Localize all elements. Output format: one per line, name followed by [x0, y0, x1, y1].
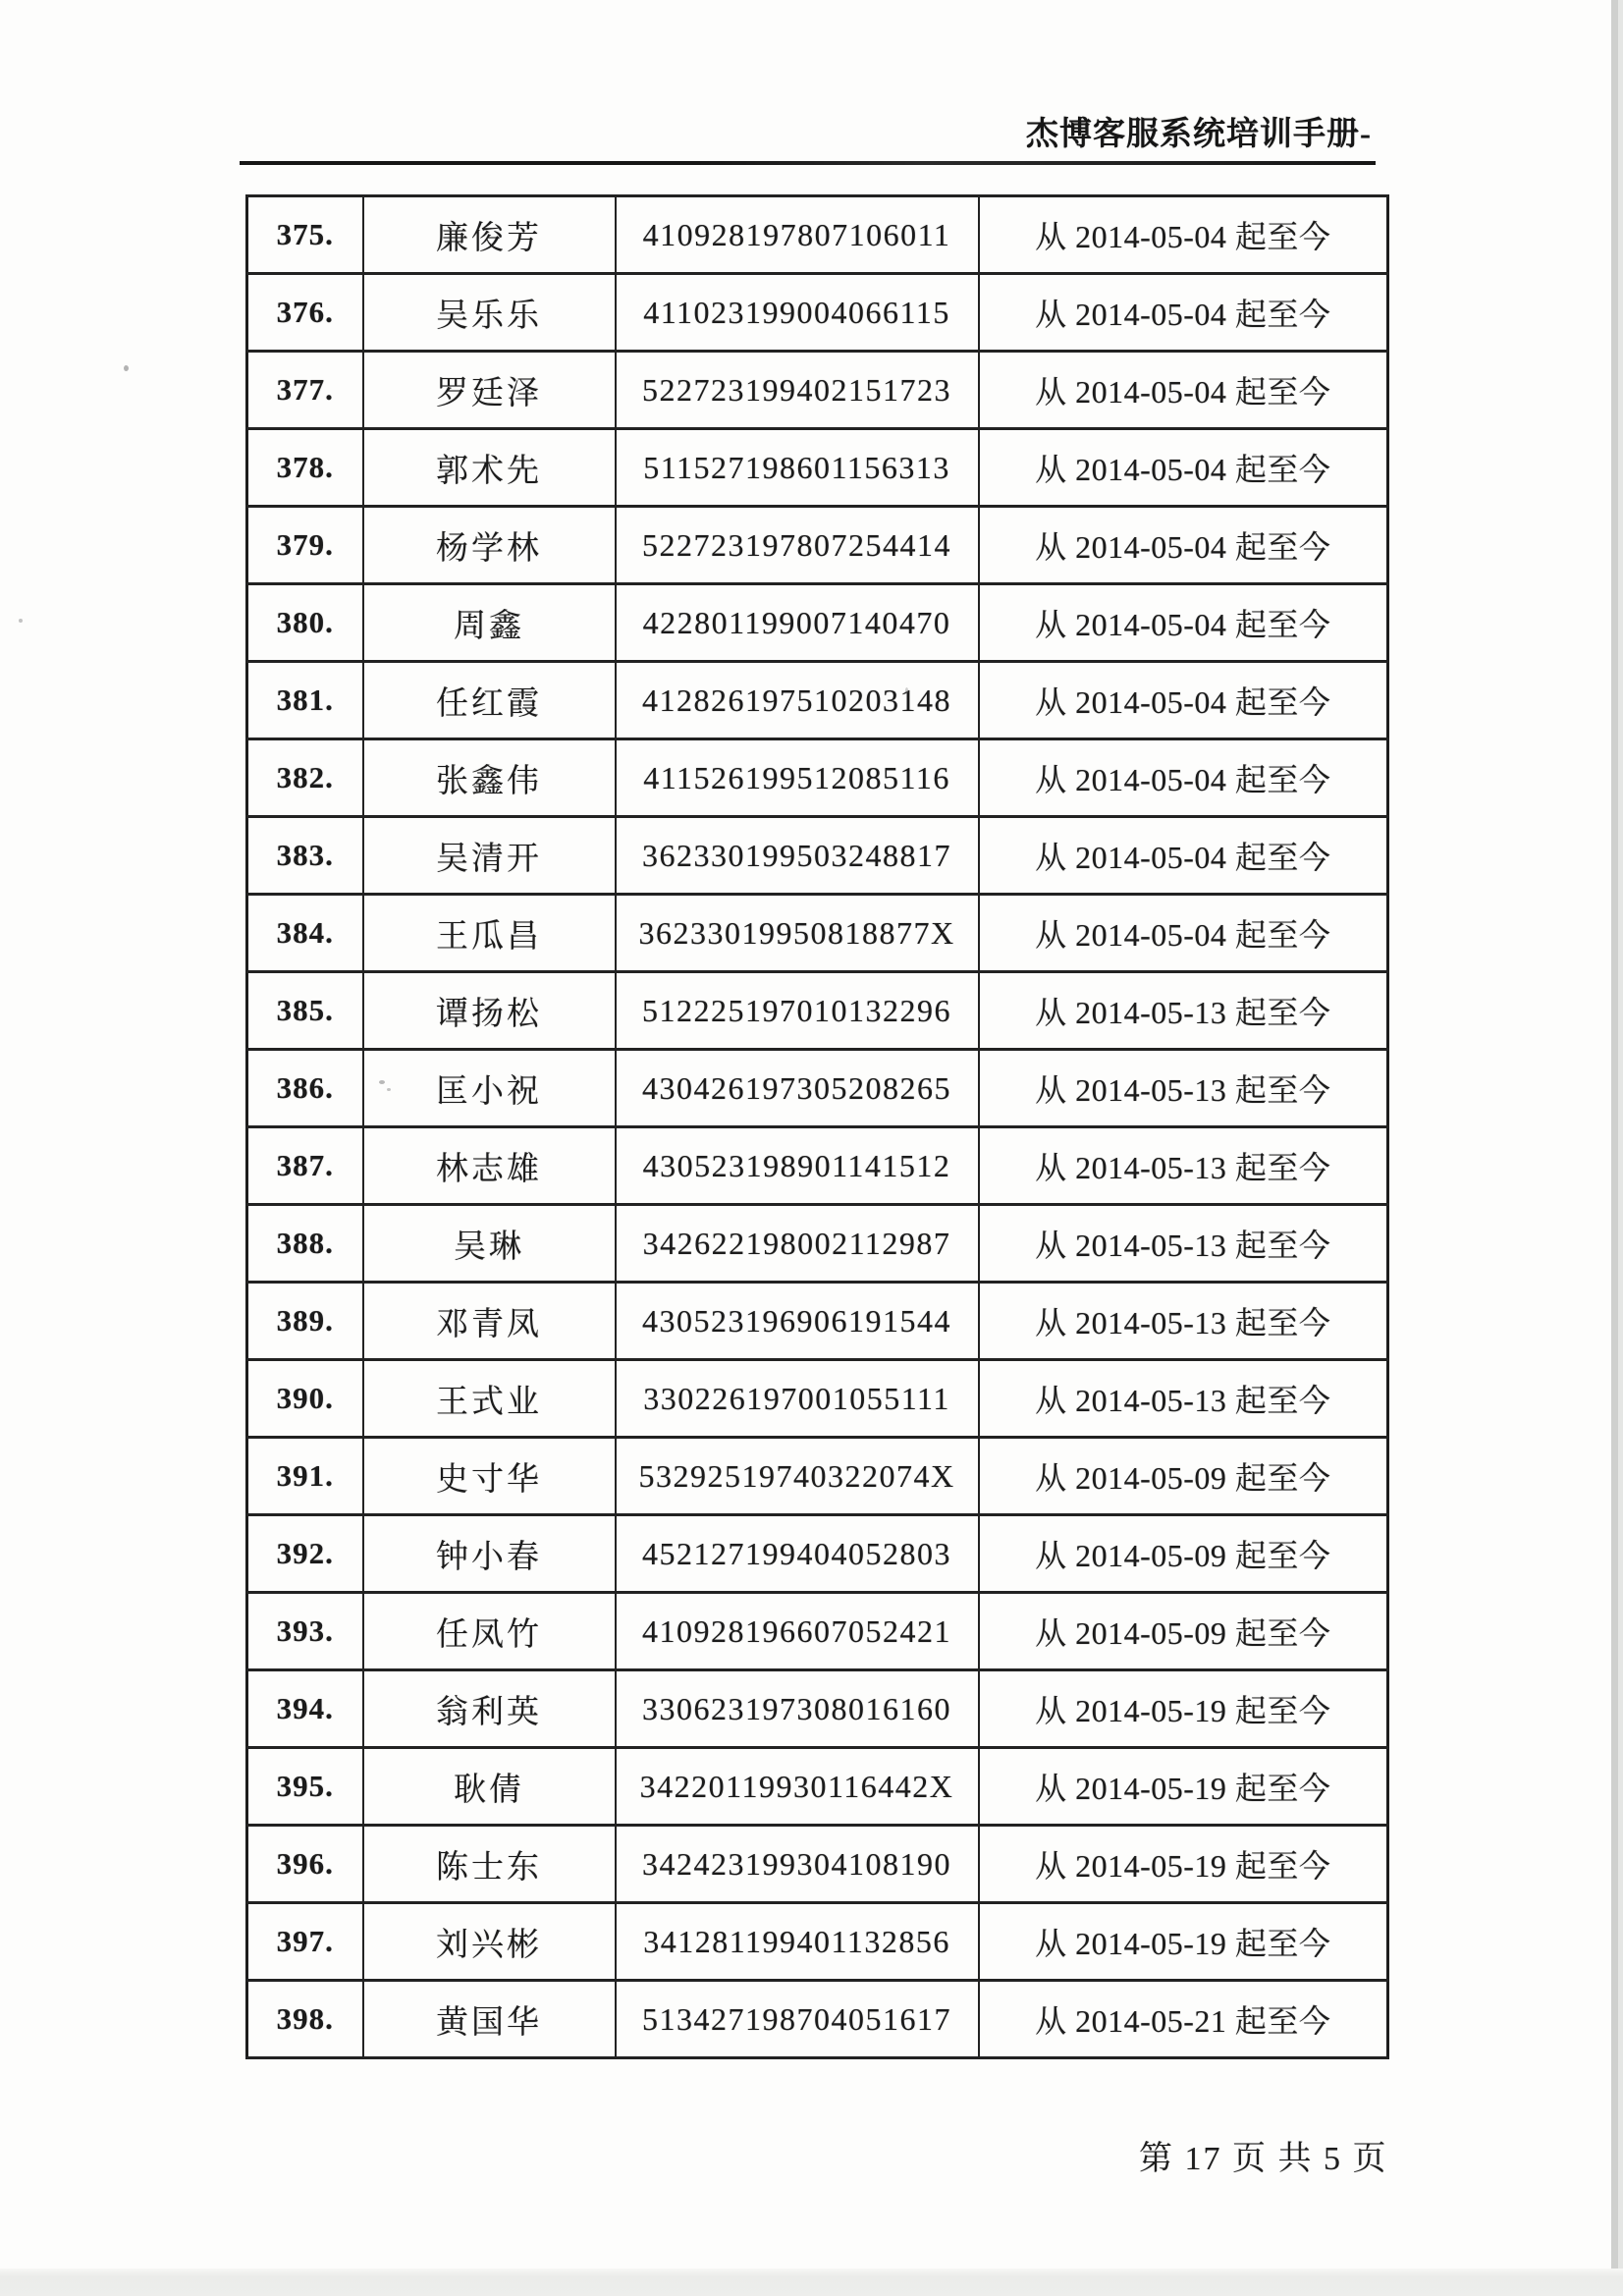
row-number-cell: 376.	[247, 274, 363, 352]
header-title: 杰博客服系统培训手册-	[1026, 117, 1372, 152]
id-number-cell: 342423199304108190	[616, 1826, 979, 1903]
row-number-cell: 379.	[247, 507, 363, 584]
person-name-cell: 谭扬松	[363, 972, 616, 1050]
id-number-cell: 522723197807254414	[616, 507, 979, 584]
employment-period-cell: 从 2014-05-04 起至今	[979, 274, 1388, 352]
id-number-cell: 452127199404052803	[616, 1515, 979, 1593]
row-number-cell: 378.	[247, 429, 363, 507]
id-number-cell: 430523198901141512	[616, 1127, 979, 1205]
table-row	[247, 196, 1388, 274]
employment-period-cell: 从 2014-05-13 起至今	[979, 1127, 1388, 1205]
person-name-cell: 杨学林	[363, 507, 616, 584]
id-number-cell: 411023199004066115	[616, 274, 979, 352]
row-number-cell: 386.	[247, 1050, 363, 1127]
row-number-cell: 397.	[247, 1903, 363, 1981]
person-name-cell: 廉俊芳	[363, 196, 616, 274]
table-row	[247, 429, 1388, 507]
person-name-cell: 吴琳	[363, 1205, 616, 1283]
employment-period-cell: 从 2014-05-04 起至今	[979, 352, 1388, 429]
employment-period-cell: 从 2014-05-13 起至今	[979, 1360, 1388, 1438]
roster-table-body	[247, 196, 1388, 2058]
person-name-cell: 史寸华	[363, 1438, 616, 1515]
employment-period-cell: 从 2014-05-19 起至今	[979, 1670, 1388, 1748]
id-number-cell: 511527198601156313	[616, 429, 979, 507]
employment-period-cell: 从 2014-05-13 起至今	[979, 1205, 1388, 1283]
person-name-cell: 耿倩	[363, 1748, 616, 1826]
table-row	[247, 1050, 1388, 1127]
employment-period-cell: 从 2014-05-13 起至今	[979, 1283, 1388, 1360]
table-row	[247, 352, 1388, 429]
id-number-cell: 341281199401132856	[616, 1903, 979, 1981]
id-number-cell: 522723199402151723	[616, 352, 979, 429]
row-number-cell: 392.	[247, 1515, 363, 1593]
id-number-cell: 34220119930116442X	[616, 1748, 979, 1826]
employment-period-cell: 从 2014-05-04 起至今	[979, 895, 1388, 972]
person-name-cell: 刘兴彬	[363, 1903, 616, 1981]
person-name-cell: 任凤竹	[363, 1593, 616, 1670]
scan-speck	[905, 687, 908, 693]
row-number-cell: 396.	[247, 1826, 363, 1903]
employment-period-cell: 从 2014-05-09 起至今	[979, 1593, 1388, 1670]
scan-speck	[387, 1088, 391, 1091]
person-name-cell: 邓青凤	[363, 1283, 616, 1360]
person-name-cell: 黄国华	[363, 1981, 616, 2058]
table-row	[247, 1981, 1388, 2058]
employment-period-cell: 从 2014-05-04 起至今	[979, 429, 1388, 507]
employment-period-cell: 从 2014-05-13 起至今	[979, 972, 1388, 1050]
person-name-cell: 陈士东	[363, 1826, 616, 1903]
row-number-cell: 375.	[247, 196, 363, 274]
person-name-cell: 张鑫伟	[363, 739, 616, 817]
id-number-cell: 422801199007140470	[616, 584, 979, 662]
table-row	[247, 662, 1388, 739]
id-number-cell: 430523196906191544	[616, 1283, 979, 1360]
person-name-cell: 林志雄	[363, 1127, 616, 1205]
id-number-cell: 412826197510203148	[616, 662, 979, 739]
row-number-cell: 383.	[247, 817, 363, 895]
table-row	[247, 1593, 1388, 1670]
table-row	[247, 1127, 1388, 1205]
row-number-cell: 393.	[247, 1593, 363, 1670]
person-name-cell: 罗廷泽	[363, 352, 616, 429]
person-name-cell: 王瓜昌	[363, 895, 616, 972]
table-row	[247, 1438, 1388, 1515]
row-number-cell: 394.	[247, 1670, 363, 1748]
table-row	[247, 1903, 1388, 1981]
person-name-cell: 吴清开	[363, 817, 616, 895]
id-number-cell: 410928197807106011	[616, 196, 979, 274]
row-number-cell: 389.	[247, 1283, 363, 1360]
scan-edge-right	[1611, 0, 1623, 2296]
row-number-cell: 381.	[247, 662, 363, 739]
person-name-cell: 任红霞	[363, 662, 616, 739]
row-number-cell: 387.	[247, 1127, 363, 1205]
table-row	[247, 1670, 1388, 1748]
id-number-cell: 410928196607052421	[616, 1593, 979, 1670]
table-row	[247, 274, 1388, 352]
employment-period-cell: 从 2014-05-13 起至今	[979, 1050, 1388, 1127]
person-name-cell: 王式业	[363, 1360, 616, 1438]
employment-period-cell: 从 2014-05-09 起至今	[979, 1438, 1388, 1515]
row-number-cell: 391.	[247, 1438, 363, 1515]
id-number-cell: 512225197010132296	[616, 972, 979, 1050]
table-row	[247, 739, 1388, 817]
table-row	[247, 972, 1388, 1050]
row-number-cell: 382.	[247, 739, 363, 817]
table-row	[247, 1283, 1388, 1360]
employment-period-cell: 从 2014-05-04 起至今	[979, 662, 1388, 739]
id-number-cell: 513427198704051617	[616, 1981, 979, 2058]
table-row	[247, 1826, 1388, 1903]
scan-edge-bottom	[0, 2269, 1623, 2296]
employment-period-cell: 从 2014-05-04 起至今	[979, 196, 1388, 274]
id-number-cell: 362330199503248817	[616, 817, 979, 895]
row-number-cell: 398.	[247, 1981, 363, 2058]
employment-period-cell: 从 2014-05-19 起至今	[979, 1748, 1388, 1826]
employment-period-cell: 从 2014-05-04 起至今	[979, 584, 1388, 662]
employment-period-cell: 从 2014-05-04 起至今	[979, 817, 1388, 895]
page-number-footer: 第 17 页 共 5 页	[1139, 2141, 1388, 2177]
id-number-cell: 411526199512085116	[616, 739, 979, 817]
person-name-cell: 翁利英	[363, 1670, 616, 1748]
table-row	[247, 1748, 1388, 1826]
id-number-cell: 330226197001055111	[616, 1360, 979, 1438]
id-number-cell: 330623197308016160	[616, 1670, 979, 1748]
table-row	[247, 817, 1388, 895]
roster-table	[245, 194, 1389, 2059]
table-row	[247, 584, 1388, 662]
scan-speck	[379, 1080, 385, 1084]
person-name-cell: 周鑫	[363, 584, 616, 662]
employment-period-cell: 从 2014-05-19 起至今	[979, 1903, 1388, 1981]
table-row	[247, 507, 1388, 584]
row-number-cell: 377.	[247, 352, 363, 429]
row-number-cell: 390.	[247, 1360, 363, 1438]
scan-speck	[19, 619, 23, 623]
id-number-cell: 342622198002112987	[616, 1205, 979, 1283]
person-name-cell: 钟小春	[363, 1515, 616, 1593]
employment-period-cell: 从 2014-05-04 起至今	[979, 507, 1388, 584]
employment-period-cell: 从 2014-05-09 起至今	[979, 1515, 1388, 1593]
employment-period-cell: 从 2014-05-04 起至今	[979, 739, 1388, 817]
row-number-cell: 388.	[247, 1205, 363, 1283]
person-name-cell: 吴乐乐	[363, 274, 616, 352]
employment-period-cell: 从 2014-05-19 起至今	[979, 1826, 1388, 1903]
scan-speck	[124, 365, 129, 371]
row-number-cell: 395.	[247, 1748, 363, 1826]
employment-period-cell: 从 2014-05-21 起至今	[979, 1981, 1388, 2058]
id-number-cell: 36233019950818877X	[616, 895, 979, 972]
table-row	[247, 1515, 1388, 1593]
table-row	[247, 895, 1388, 972]
id-number-cell: 430426197305208265	[616, 1050, 979, 1127]
row-number-cell: 380.	[247, 584, 363, 662]
person-name-cell: 郭术先	[363, 429, 616, 507]
row-number-cell: 384.	[247, 895, 363, 972]
row-number-cell: 385.	[247, 972, 363, 1050]
header-rule	[240, 161, 1376, 165]
table-row	[247, 1360, 1388, 1438]
table-row	[247, 1205, 1388, 1283]
id-number-cell: 53292519740322074X	[616, 1438, 979, 1515]
person-name-cell: 匡小祝	[363, 1050, 616, 1127]
